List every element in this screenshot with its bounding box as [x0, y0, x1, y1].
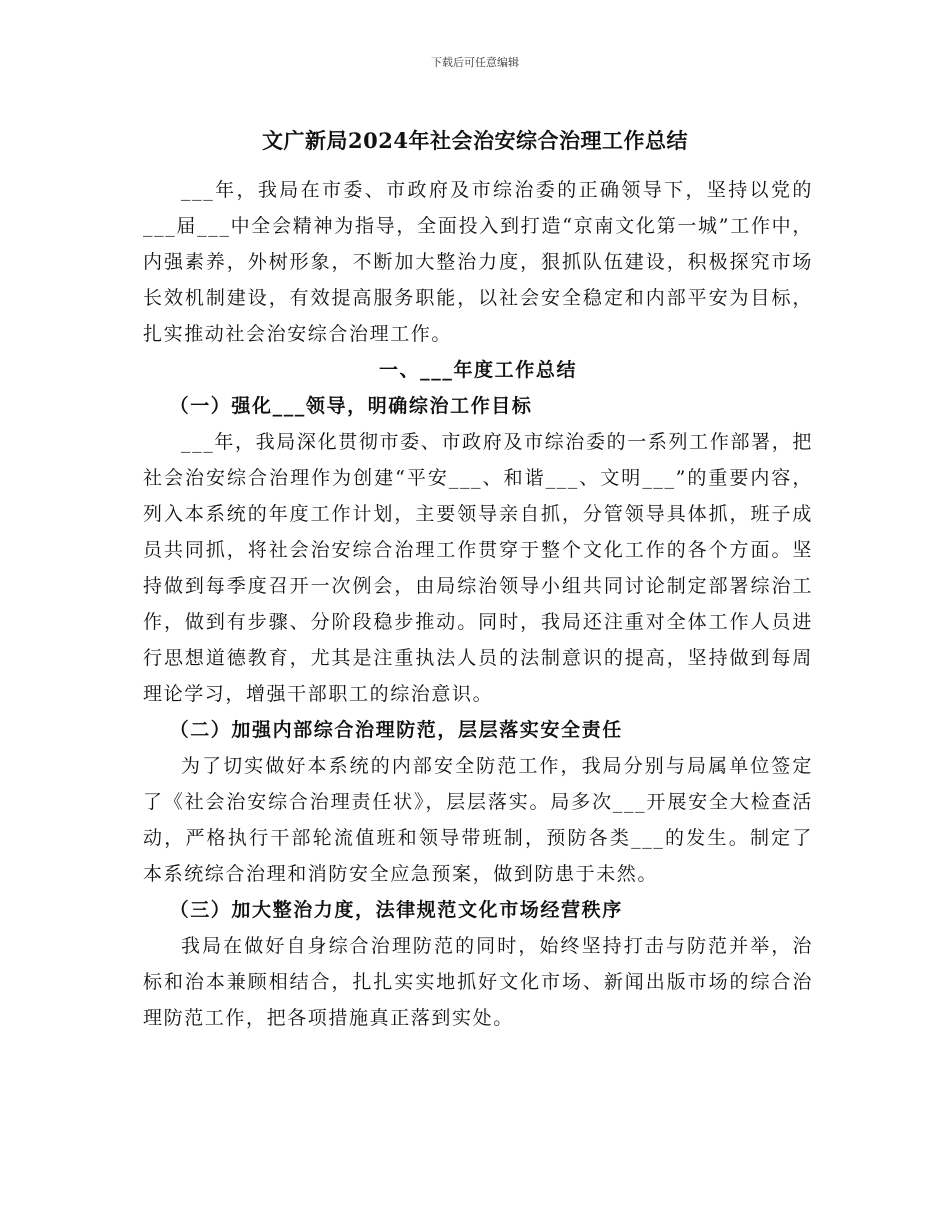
page-header-note: 下载后可任意编辑 — [431, 56, 519, 69]
subsection-paragraph-1: ___年，我局深化贯彻市委、市政府及市综治委的一系列工作部署，把社会治安综合治理作为创建“平安___、和谐___、文明___”的重要内容，列入本系统的年度工作计划，主要领导亲自抓，分管领导具体抓，班子成员共同抓，将社会治安综合治理工作贯穿于整个文化工作的各个方面。坚持做到每季度召开一次例会，由局综治领导小组共同讨论制定部署综治工作，做到有步骤、分阶段稳步推动。同时，我局还注重对全体工作人员进行思想道德教育，尤其是注重执法人员的法制意识的提高，坚持做到每周理论学习，增强干部职工的综治意识。 — [143, 431, 813, 705]
subsection-heading-1: （一）强化___领导，明确综治工作目标 — [169, 395, 533, 417]
subsection-paragraph-3: 我局在做好自身综合治理防范的同时，始终坚持打击与防范并举，治标和治本兼顾相结合，扎扎实实地抓好文化市场、新闻出版市场的综合治理防范工作，把各项措施真正落到实处。 — [143, 935, 813, 1029]
document-title: 文广新局2024年社会治安综合治理工作总结 — [262, 128, 688, 153]
subsection-heading-3: （三）加大整治力度，法律规范文化市场经营秩序 — [169, 899, 623, 921]
intro-paragraph: ___年，我局在市委、市政府及市综治委的正确领导下，坚持以党的___届___中全会精神为指导，全面投入到打造“京南文化第一城”工作中，内强素养，外树形象，不断加大整治力度，狠抓队伍建设，积极探究市场长效机制建设，有效提高服务职能，以社会安全稳定和内部平安为目标，扎实推动社会治安综合治理工作。 — [143, 179, 813, 345]
subsection-paragraph-2: 为了切实做好本系统的内部安全防范工作，我局分别与局属单位签定了《社会治安综合治理责任状》，层层落实。局多次___开展安全大检查活动，严格执行干部轮流值班和领导带班制，预防各类___的发生。制定了本系统综合治理和消防安全应急预案，做到防患于未然。 — [143, 755, 813, 885]
subsection-heading-2: （二）加强内部综合治理防范，层层落实安全责任 — [169, 719, 623, 741]
section-heading-annual-summary: 一、___年度工作总结 — [378, 359, 578, 381]
document-body — [143, 172, 813, 1036]
